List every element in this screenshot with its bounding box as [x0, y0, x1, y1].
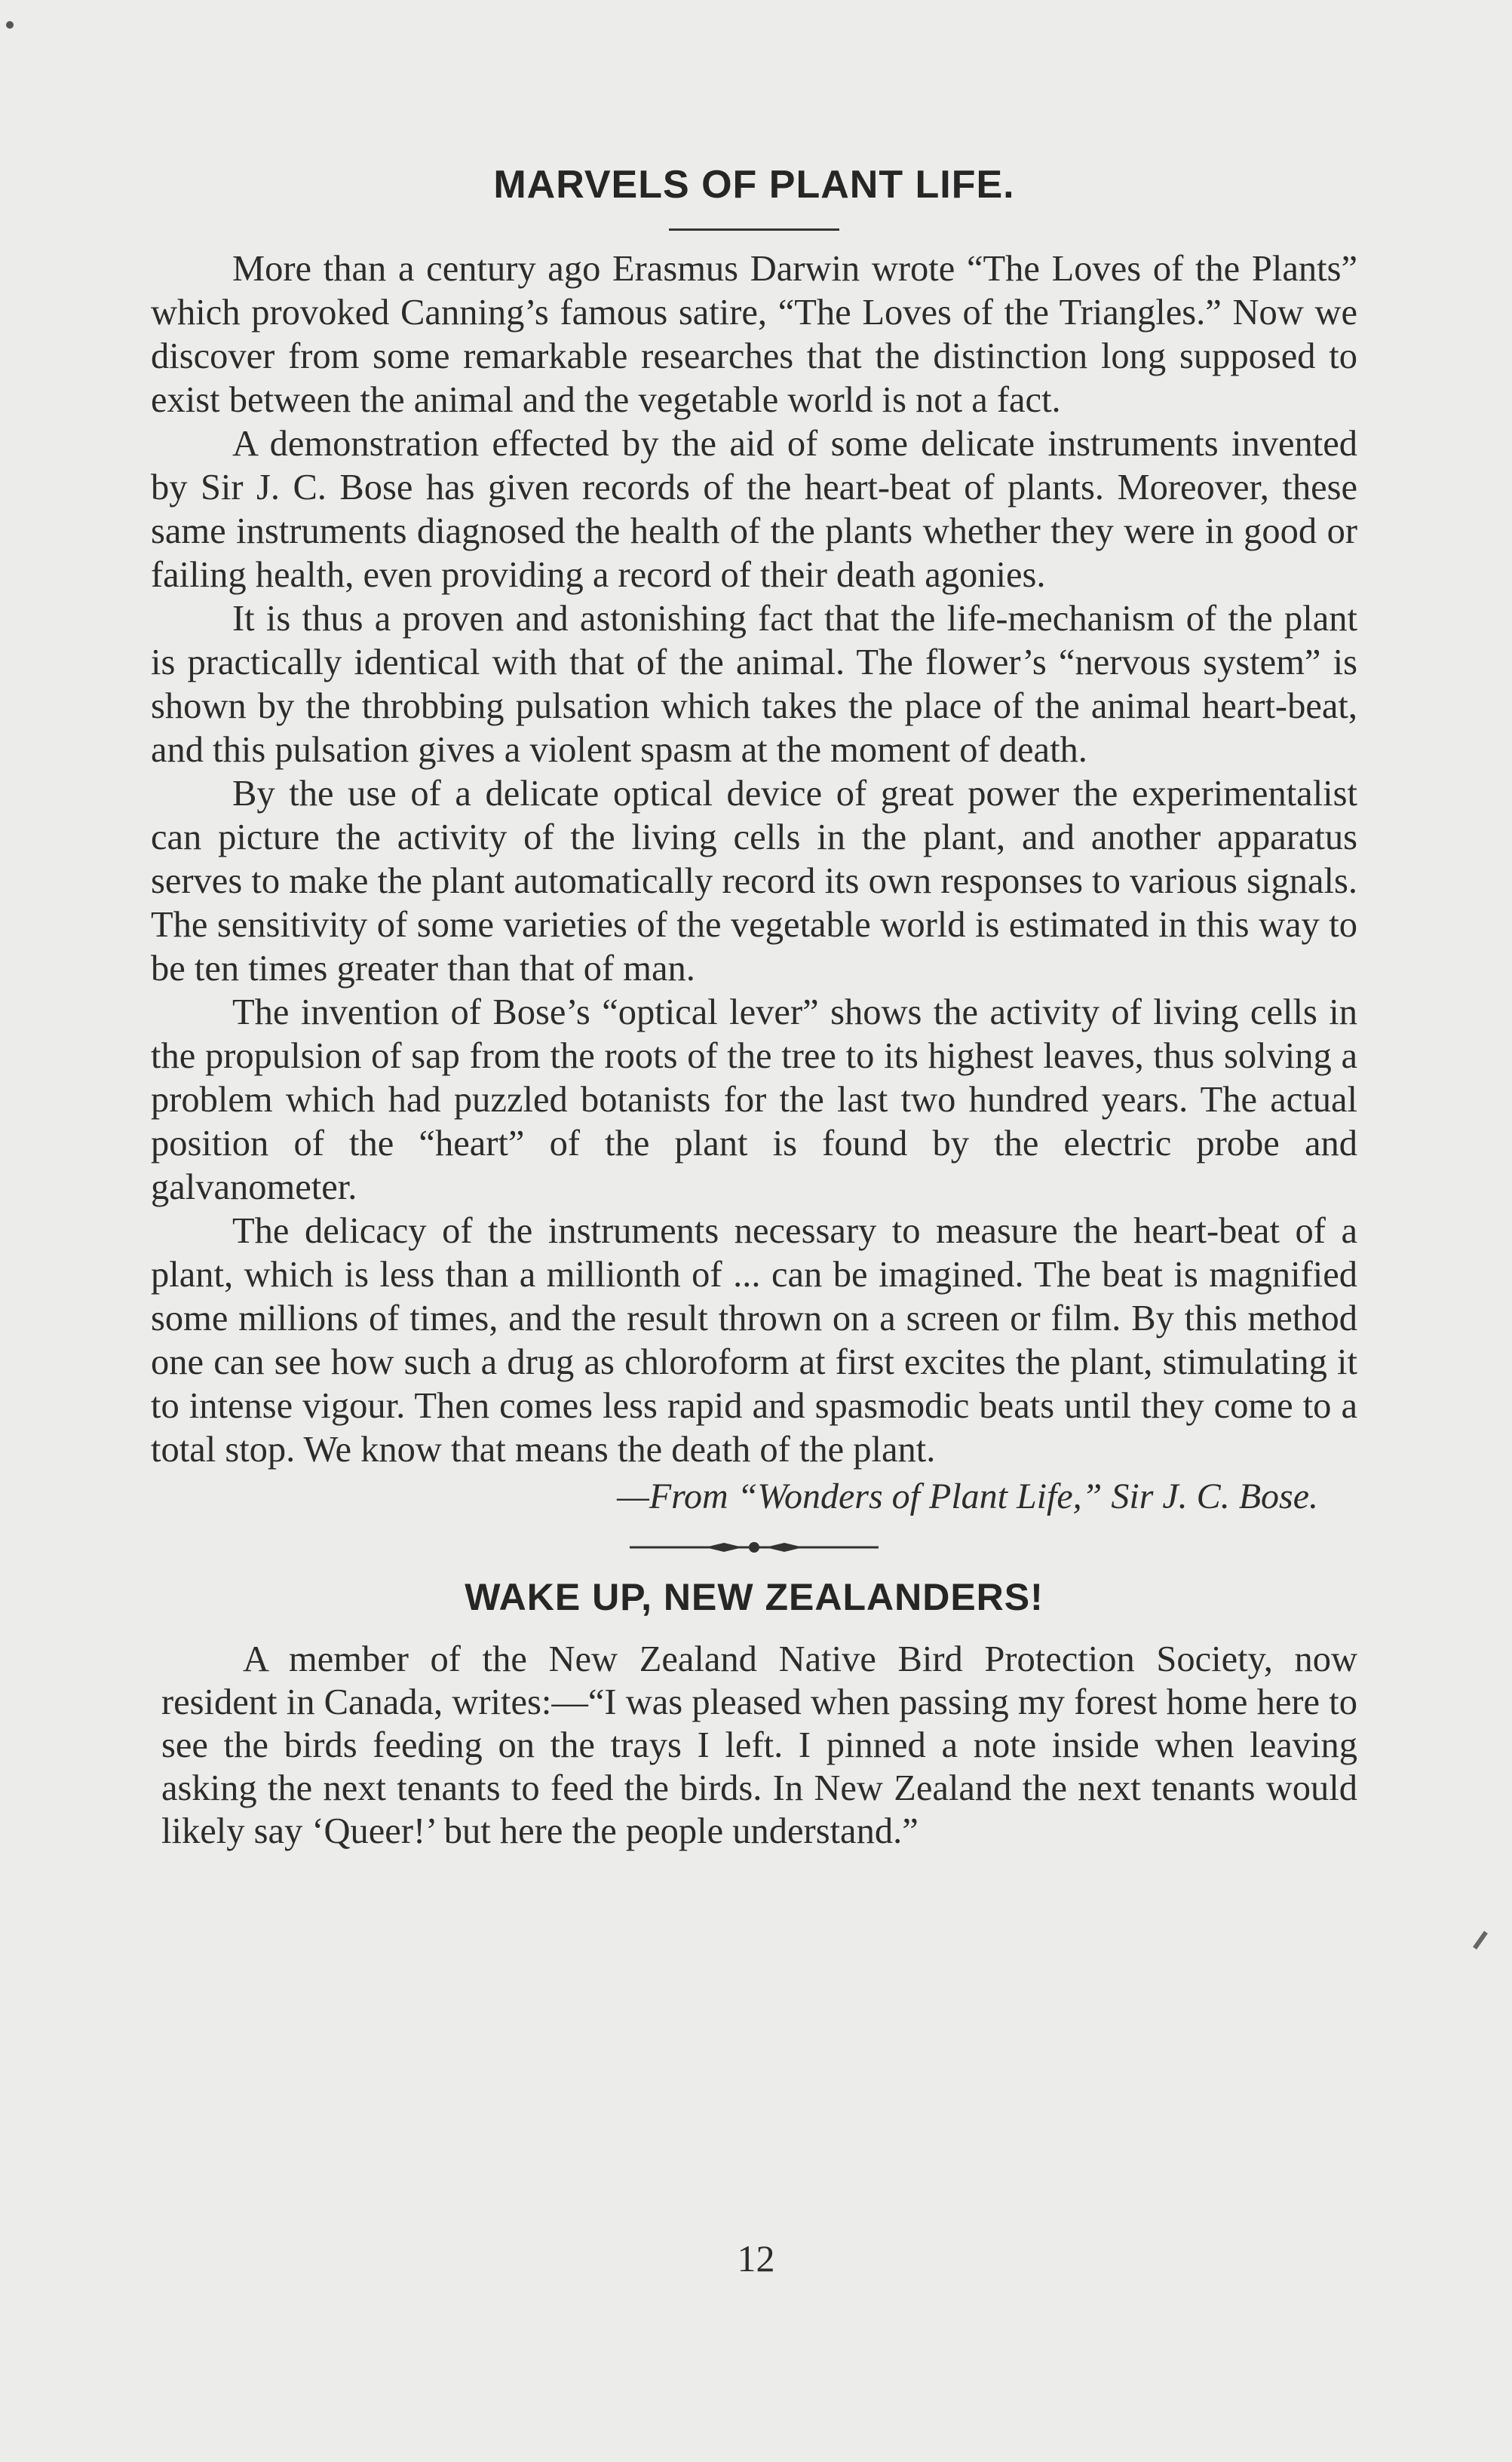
article-body	[151, 247, 1357, 1472]
attribution: —From “Wonders of Plant Life,” Sir J. C. Bose.	[617, 1476, 1318, 1516]
ink-speck	[6, 21, 14, 29]
paragraph: More than a century ago Erasmus Darwin wrote “The Loves of the Plants” which provoked Canning’s famous satire, “The Loves of the Triangles.” Now we discover from some remarkable researches that the distinction long supposed to exist between the animal and the vegetable world is not a fact.	[151, 249, 1357, 420]
paragraph: By the use of a delicate optical device of great power the experimentalist can picture the activity of the living cells in the plant, and another apparatus serves to make the plant automatically record its own responses to various signals. The sensitivity of some varieties of the vegetable world is estimated in this way to be ten times greater than that of man.	[151, 774, 1357, 989]
section-body	[151, 1638, 1357, 1853]
title-rule	[669, 228, 839, 231]
ornament-divider	[630, 1538, 879, 1556]
page-number: 12	[737, 2237, 775, 2280]
paragraph: A member of the New Zealand Native Bird Protection Society, now resident in Canada, writes:—“I was pleased when passing my forest home here to see the birds feeding on the trays I left. I pinned a note inside when leaving asking the next tenants to feed the birds. In New Zealand the next tenants would likely say ‘Queer!’ but here the people understand.”	[161, 1639, 1357, 1851]
article-title: MARVELS OF PLANT LIFE.	[493, 163, 1015, 207]
paragraph: The invention of Bose’s “optical lever” shows the activity of living cells in the propulsion of sap from the roots of the tree to its highest leaves, thus solving a problem which had puzzled botanists for the last two hundred years. The actual position of the “heart” of the plant is found by the electric probe and galvanometer.	[151, 992, 1357, 1207]
ink-mark	[1473, 1931, 1488, 1950]
section-title: WAKE UP, NEW ZEALANDERS!	[465, 1576, 1044, 1618]
page-content	[151, 155, 1357, 1853]
paragraph: A demonstration effected by the aid of some delicate instruments invented by Sir J. C. Bose has given records of the heart-beat of plants. Moreover, these same instruments diagnosed the health of the plants whether they were in good or failing health, even providing a record of their death agonies.	[151, 424, 1357, 595]
paragraph: It is thus a proven and astonishing fact that the life-mechanism of the plant is practically identical with that of the animal. The flower’s “nervous system” is shown by the throbbing pulsation which takes the place of the animal heart-beat, and this pulsation gives a violent spasm at the moment of death.	[151, 599, 1357, 770]
paragraph: The delicacy of the instruments necessary to measure the heart-beat of a plant, which is less than a millionth of ... can be imagined. The beat is magnified some millions of times, and the result thrown on a screen or film. By this method one can see how such a drug as chloroform at first excites the plant, stimulating it to intense vigour. Then comes less rapid and spasmodic beats until they come to a total stop. We know that means the death of the plant.	[151, 1211, 1357, 1470]
